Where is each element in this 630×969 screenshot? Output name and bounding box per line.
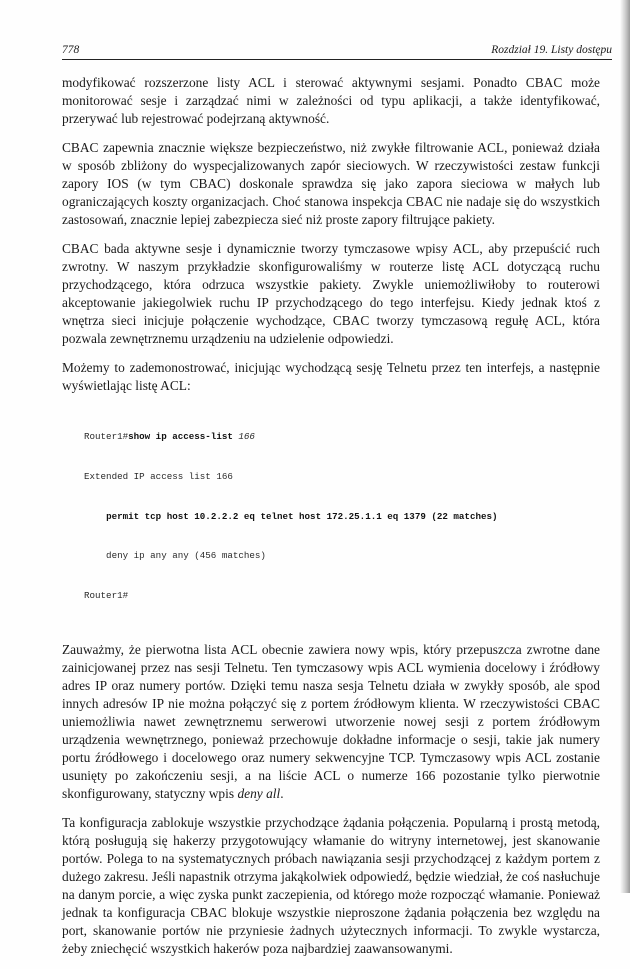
- code-line: Router1#show ip access-list 166: [84, 431, 255, 443]
- chapter-title: Rozdział 19. Listy dostępu: [491, 44, 612, 56]
- paragraph-port-scanning: Ta konfiguracja zablokuje wszystkie przychodzące żądania połączenia. Popularną i prostą metodą, którą posługują się hakerzy przygotowujący włamanie do witryny internetowej, jest skanowanie portów. Polega to na systematycznych próbach nawiązania sesji przychodzącej z każdym portem z dużego zakresu. Jeśli napastnik otrzyma jakąkolwiek odpowiedź, będzie wiedział, że coś nasłuchuje na danym porcie, a więc zyska punkt zaczepienia, od którego może rozpocząć włamanie. Ponieważ jednak ta konfiguracja CBAC blokuje wszystkie nieproszone żądania połączenia bez względu na port, skanowanie portów nie przyniesie żadnych użytecznych informacji. To zwykle wystarcza, żeby zniechęcić wszystkich hakerów poza najbardziej zaawansowanymi.: [62, 815, 600, 957]
- page-header: [62, 39, 612, 60]
- paragraph-cbac-sessions: CBAC bada aktywne sesje i dynamicznie tworzy tymczasowe wpisy ACL, aby przepuścić ruch zwrotny. W naszym przykładzie skonfigurowaliśmy w routerze listę ACL dotyczącą ruchu przychodzącego, która odrzuca wszystkie pakiety. Zwykle uniemożliwiłoby to routerowi akceptowanie jakiegolwiek ruchu IP przychodzącego do tego interfejsu. Kiedy jednak ktoś z wnętrza sieci inicjuje połączenie wychodzące, CBAC tworzy tymczasową regułę ACL, która pozwala zewnętrznemu urządzeniu na udzielenie odpowiedzi.: [62, 241, 600, 346]
- paragraph-temporary-entry: Zauważmy, że pierwotna lista ACL obecnie zawiera nowy wpis, który przepuszcza zwrotne dane zainicjowanej przez nas sesji Telnetu. Ten tymczasowy wpis ACL wymienia docelowy i źródłowy adres IP oraz numery portów. Dzięki temu nasza sesja Telnetu działa w zwykły sposób, ale spod innych adresów IP nie można połączyć się z portem źródłowym klienta. W rzeczywistości CBAC uniemożliwia nawet zewnętrznemu serwerowi utworzenie nowej sesji z portem źródłowym urządzenia wewnętrznego, ponieważ przechowuje dokładne informacje o sesji, takie jak numery portu źródłowego i docelowego oraz numery sekwencyjne TCP. Tymczasowy wpis ACL zostanie usunięty po zakończeniu sesji, a na liście ACL o numerze 166 pozostanie tylko pierwotnie skonfigurowany, statyczny wpis deny all.: [62, 642, 600, 802]
- paragraph-demo-intro: Możemy to zademonostrować, inicjując wychodzącą sesję Telnetu przez ten interfejs, a następnie wyświetlając listę ACL:: [62, 360, 600, 393]
- code-line: deny ip any any (456 matches): [84, 550, 266, 562]
- code-listing: [84, 404, 600, 628]
- scan-shadow-edge: [620, 0, 630, 893]
- paragraph-cbac-security: CBAC zapewnia znacznie większe bezpieczeństwo, niż zwykłe filtrowanie ACL, ponieważ działa w sposób zbliżony do wyspecjalizowanych zapór sieciowych. W rzeczywistości zestaw funkcji zapory IOS (w tym CBAC) doskonale sprawdza się jako zapora sieciowa w małych lub ograniczających koszty organizacjach. Choć stanowa inspekcja CBAC nie nadaje się do wszystkich zastosowań, znacznie lepiej zabezpiecza sieć niż proste zapory filtrujące pakiety.: [62, 140, 600, 227]
- code-line: permit tcp host 10.2.2.2 eq telnet host 172.25.1.1 eq 1379 (22 matches): [106, 510, 498, 522]
- paragraph-cbac-intro: modyfikować rozszerzone listy ACL i sterować aktywnymi sesjami. Ponadto CBAC może monitorować sesje i zarządzać nimi w zależności od typu aplikacji, a także identyfikować, przerywać lub rejestrować podejrzaną aktywność.: [62, 75, 600, 126]
- emphasis-deny-all: deny all: [237, 786, 281, 802]
- page-body: [62, 74, 600, 969]
- code-line: Router1#: [84, 589, 129, 601]
- code-line: Extended IP access list 166: [84, 471, 233, 482]
- page-number: 778: [62, 44, 80, 56]
